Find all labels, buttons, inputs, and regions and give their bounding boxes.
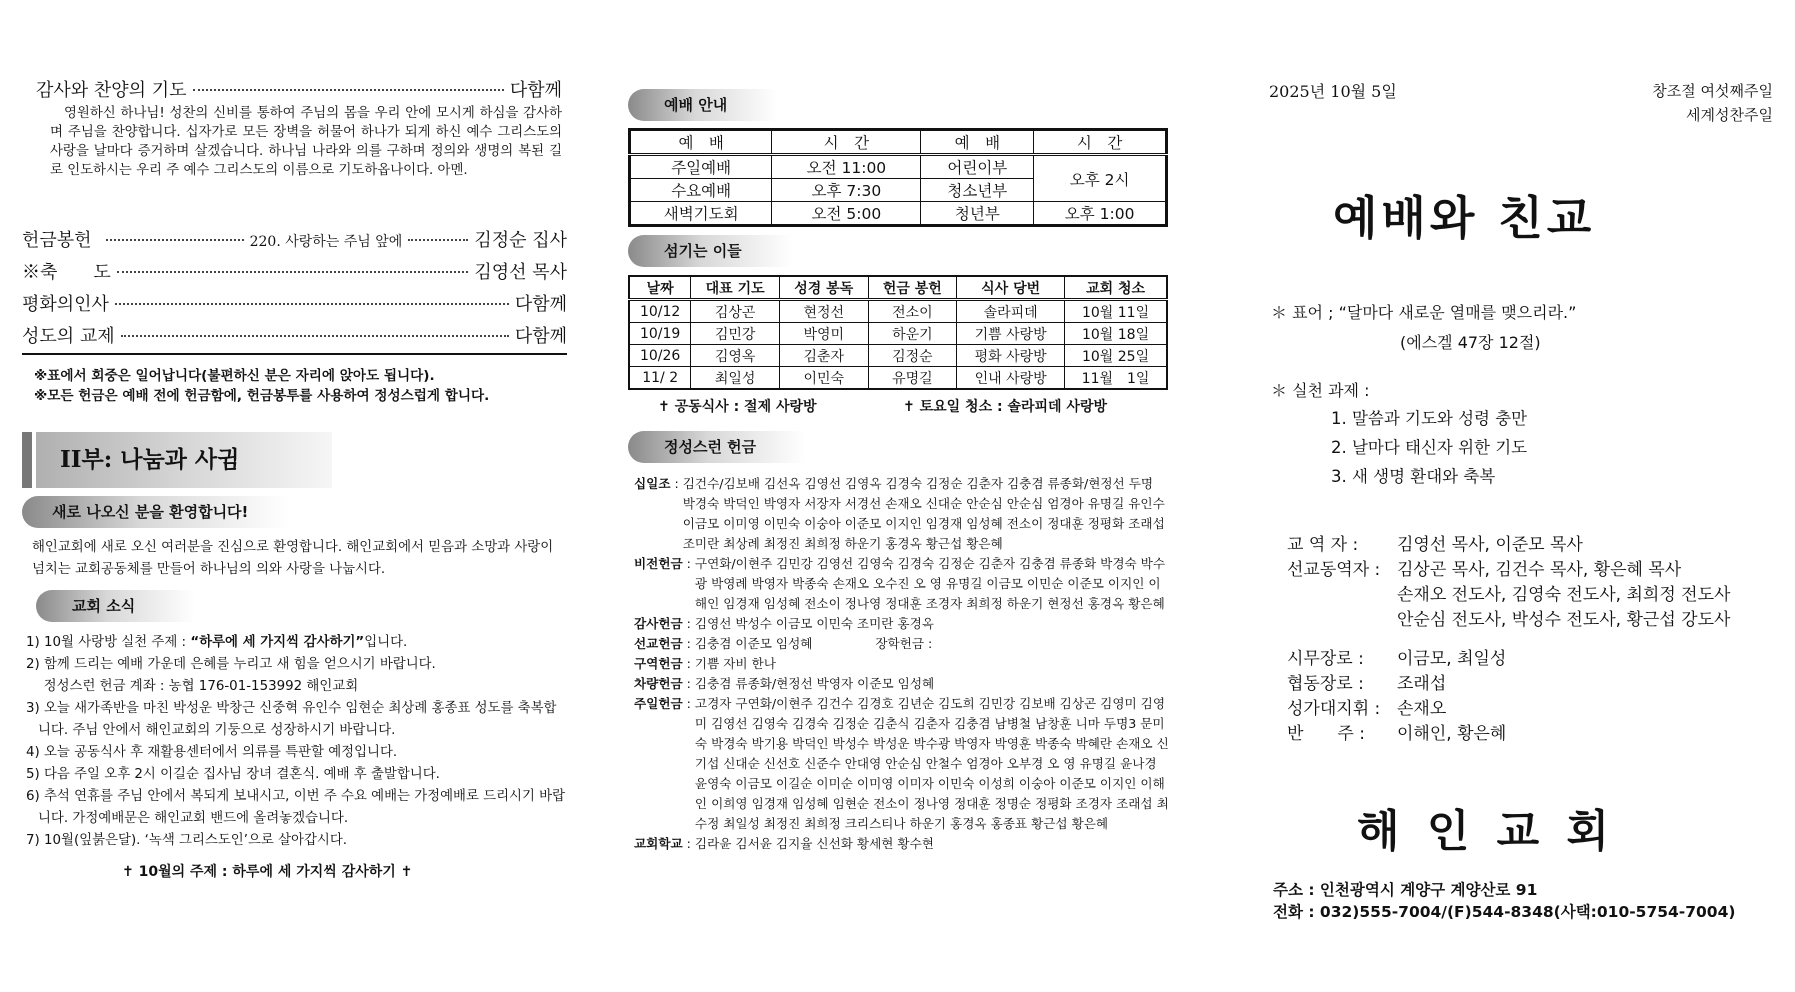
task-item: 2. 날마다 태신자 위한 기도 [1331,438,1528,457]
season [1652,79,1773,127]
servers-heading: 섬기는 이들 [628,235,792,267]
meal-note: ✝ 공동식사 : 절제 사랑방 [658,399,817,415]
offering-label: 십일조 [634,476,671,491]
news-heading: 교회 소식 [36,590,195,622]
offering-item: 감사헌금 : 김영선 박성수 이금모 이민숙 조미란 홍경옥 [634,614,1169,634]
prayer-heading [36,76,562,102]
elder-row: 성가대지휘 : 손재오 [1287,699,1447,719]
servers-header-row: 날짜 대표 기도 성경 봉독 헌금 봉헌 식사 당번 교회 청소 [629,276,1167,300]
worship-header-row: 예 배 시 간 예 배 시 간 [630,130,1167,155]
order-label: ※축 도 [22,262,111,283]
offering-item: 교회학교 : 김라윤 김서윤 김지율 신선화 황세현 황수현 [634,834,1169,854]
part2-banner [22,432,332,488]
servers-row: 10/26 김영옥 김춘자 김정순 평화 사랑방 10월 25일 [629,345,1167,367]
offering-item: 구역헌금 : 기쁨 자비 한나 [634,654,1169,674]
order-item [22,290,567,322]
notes [34,366,489,406]
offering-label: 구역헌금 [634,656,683,671]
elder-row: 협동장로 : 조래섭 [1287,674,1447,694]
news-item: 2) 함께 드리는 예배 가운데 은혜를 누리고 새 힘을 얻으시기 바랍니다. [26,657,436,672]
task-item: 1. 말씀과 기도와 성령 충만 [1331,409,1528,428]
news-item: 1) 10월 사랑방 실천 주제 : “하루에 세 가지씩 감사하기”입니다. [26,635,408,650]
news-item: 7) 10월(잎붉은달). ‘녹색 그리스도인’으로 살아갑시다. [26,833,348,848]
tasks-label: ＊ 실천 과제 : [1271,381,1370,400]
welcome-heading: 새로 나오신 분을 환영합니다! [22,496,288,528]
order-leader: 다함께 [514,326,567,347]
offering-label: 교회학교 [634,836,683,851]
ministers [1287,533,1767,633]
motto [1271,300,1576,323]
offering-names: 고경자 구연화/이현주 김건수 김경호 김년순 김도희 김민강 김보배 김상곤 김영미 김영미 김영선 김영숙 김경숙 김정순 김춘식 김춘자 김충겸 남병철 남창훈 니마 두명3 문미숙 박경숙 박기용 박덕인 박성수 박성운 박수광 박영자 박영훈 박종숙 박혜란 손재오 신기섭 신대순 신선호 신준수 안대영 안순심 안철수 엄경아 오부경 오 영 유명길 윤나경 윤영숙 이금모 이길순 이미순 이미영 이미자 이민숙 이성희 이숭아 이준모 이지인 이해인 이희영 임경재 임성혜 임현순 전소이 정나영 정대훈 정명순 정평화 조경자 조래섭 최수정 최일성 최정진 최희정 크리스티나 하운기 홍경옥 홍종표 황근섭 황은혜 [694,696,1169,831]
news-item: 정성스런 헌금 계좌 : 농협 176-01-153992 해인교회 [26,679,359,694]
offering-names: 김충겸 이준모 임성혜 장학헌금 : [694,636,933,651]
motto-text: “달마다 새로운 열매를 맺으리라.” [1338,303,1577,322]
elders [1287,647,1767,747]
servers-row: 10/19 김민강 박영미 하운기 기쁨 사랑방 10월 18일 [629,323,1167,345]
servers-row: 10/12 김상곤 현정선 전소이 솔라피데 10월 11일 [629,300,1167,323]
tasks-list [1331,404,1527,491]
worship-heading: 예배 안내 [628,89,777,121]
note-offering: ※모든 헌금은 예배 전에 헌금함에, 헌금봉투를 사용하여 정성스럽게 합니다. [34,388,490,404]
divider [22,353,567,355]
task-item: 3. 새 생명 환대와 축복 [1331,467,1496,486]
order-item [22,258,567,290]
offering-names: 김건수/김보배 김선옥 김영선 김영옥 김경숙 김정순 김춘자 김충겸 류종화/현정선 두명 박경숙 박덕인 박영자 서장자 서경선 손재오 신대순 안순심 안순심 엄경아 유명길 유인수 이금모 이미영 이민숙 이숭아 이준모 이지인 임경재 임성혜 전소이 정대훈 정평화 조래섭 조미란 최상례 최정진 최희정 하운기 홍경옥 황근섭 황은혜 [682,476,1165,551]
motto-label: ＊ 표어 ; [1271,303,1334,322]
phone: 전화 : 032)555-7004/(F)544-8348(사택:010-5754-7004) [1273,903,1736,921]
offering-item: 비전헌금 : 구연화/이현주 김민강 김영선 김영숙 김경숙 김정순 김춘자 김충겸 류종화 박경숙 박수광 박영례 박영자 박종숙 손재오 오수진 오 영 유명길 이금모 이민순 이준모 이지인 이해인 임경재 임성혜 전소이 정나영 정대훈 조경자 최희정 하운기 현정선 홍경옥 황은혜 [634,554,1169,614]
offering-names: 구연화/이현주 김민강 김영선 김영숙 김경숙 김정순 김춘자 김충겸 류종화 박경숙 박수광 박영례 박영자 박종숙 손재오 오수진 오 영 유명길 이금모 이민순 이준모 이지인 이해인 임경재 임성혜 전소이 정나영 정대훈 조경자 최희정 하운기 현정선 홍경옥 황은혜 [694,556,1165,611]
worship-row: 주일예배 오전 11:00 어린이부 오후 2시 [630,155,1167,179]
offering-list [634,474,1169,854]
offering-label: 선교헌금 [634,636,683,651]
offering-item: 차량헌금 : 김충겸 류종화/현정선 박영자 이준모 임성혜 [634,674,1169,694]
clean-note: ✝ 토요일 청소 : 솔라피데 사랑방 [903,399,1107,415]
servers-table [628,275,1168,390]
offering-names: 김영선 박성수 이금모 이민숙 조미란 홍경옥 [694,616,934,631]
church-name: 해 인 교 회 [1357,806,1615,857]
order-leader: 다함께 [514,294,567,315]
elder-row: 시무장로 : 이금모, 최일성 [1287,649,1507,669]
offering-names: 김라윤 김서윤 김지율 신선화 황세현 황수현 [694,836,934,851]
monthly-theme: ✝ 10월의 주제 : 하루에 세 가지씩 감사하기 ✝ [122,864,413,880]
minister-row: 안순심 전도사, 박성수 전도사, 황근섭 강도사 [1397,610,1731,630]
worship-row: 수요예배 오후 7:30 청소년부 [630,179,1167,202]
prayer-by: 다함께 [509,80,562,101]
motto-ref: (에스겔 47장 12절) [1400,333,1541,352]
offering-label: 차량헌금 [634,676,683,691]
order-label: 헌금봉헌 [22,230,92,251]
offering-label: 비전헌금 [634,556,683,571]
offering-item: 십일조 : 김건수/김보배 김선옥 김영선 김영옥 김경숙 김정순 김춘자 김충겸 류종화/현정선 두명 박경숙 박덕인 박영자 서장자 서경선 손재오 신대순 안순심 안순심 엄경아 유명길 유인수 이금모 이미영 이민숙 이숭아 이준모 이지인 임경재 임성혜 전소이 정대훈 정평화 조래섭 조미란 최상례 최정진 최희정 하운기 홍경옥 황근섭 황은혜 [634,474,1169,554]
offering-label: 감사헌금 [634,616,683,631]
order-label: 평화의인사 [22,294,109,315]
order-leader: 김영선 목사 [474,262,567,283]
news-list [26,632,566,852]
minister-row: 교 역 자 : 김영선 목사, 이준모 목사 [1287,535,1583,555]
minister-row: 선교동역자 : 김상곤 목사, 김건수 목사, 황은혜 목사 [1287,560,1682,580]
offering-heading: 정성스런 헌금 [628,431,806,463]
offering-names: 기쁨 자비 한나 [694,656,776,671]
note-standing: ※표에서 회중은 일어납니다(불편하신 분은 자리에 앉아도 됩니다). [34,368,435,384]
main-title: 예배와 친교 [1333,191,1596,245]
season-name: 창조절 여섯째주일 [1652,82,1773,100]
offering-names: 김충겸 류종화/현정선 박영자 이준모 임성혜 [694,676,935,691]
season-name-2: 세계성찬주일 [1686,106,1773,124]
servers-row: 11/ 2 최일성 이민숙 유명길 인내 사랑방 11월 1일 [629,367,1167,390]
minister-row: 손재오 전도사, 김영숙 전도사, 최희정 전도사 [1397,585,1731,605]
order-label: 성도의 교제 [22,326,115,347]
offering-label: 주일헌금 [634,696,683,711]
offering-item: 선교헌금 : 김충겸 이준모 임성혜 장학헌금 : [634,634,1169,654]
welcome-text: 해인교회에 새로 오신 여러분을 진심으로 환영합니다. 해인교회에서 믿음과 소망과 사랑이 넘치는 교회공동체를 만들어 하나님의 의와 사랑을 나눕시다. [32,540,554,577]
order-item [22,226,567,258]
bulletin-date: 2025년 10월 5일 [1269,82,1397,101]
contact [1273,879,1735,923]
worship-row: 새벽기도회 오전 5:00 청년부 오후 1:00 [630,202,1167,226]
news-item: 5) 다음 주일 오후 2시 이길순 집사님 장녀 결혼식. 예배 후 출발합니다. [26,767,440,782]
prayer-text: 영원하신 하나님! 성찬의 신비를 통하여 주님의 몸을 우리 안에 모시게 하심을 감사하며 주님을 찬양합니다. 십자가로 모든 장벽을 허물어 하나가 되게 하신 예수 그리스도의 사랑을 날마다 증거하며 살겠습니다. 하나님 나라와 의를 구하며 정의와 생명의 복된 길로 인도하시는 우리 주 예수 그리스도의 이름으로 기도하옵나이다. 아멘. [50,106,562,178]
worship-table [628,128,1168,227]
service-order [22,226,567,354]
order-item [22,322,567,354]
news-item: 3) 오늘 새가족반을 마친 박성운 박창근 신중혁 유인수 임현순 최상례 홍종표 성도를 축복합니다. 주님 안에서 해인교회의 기둥으로 성장하시기 바랍니다. [26,701,557,738]
part2-title: II부: 나눔과 사귐 [36,432,332,488]
elder-row: 반 주 : 이해인, 황은혜 [1287,724,1507,744]
order-hymn: 220. 사랑하는 주님 앞에 [249,234,403,250]
news-item: 6) 추석 연휴를 주님 안에서 복되게 보내시고, 이번 주 수요 예배는 가정예배로 드리시기 바랍니다. 가정예배문은 해인교회 밴드에 올려놓겠습니다. [26,789,566,826]
order-leader: 김정순 집사 [474,230,567,251]
news-item: 4) 오늘 공동식사 후 재활용센터에서 의류를 특판할 예정입니다. [26,745,398,760]
prayer-title: 감사와 찬양의 기도 [36,80,187,101]
offering-item: 주일헌금 : 고경자 구연화/이현주 김건수 김경호 김년순 김도희 김민강 김보배 김상곤 김영미 김영미 김영선 김영숙 김경숙 김정순 김춘식 김춘자 김충겸 남병철 남창훈 니마 두명3 문미숙 박경숙 박기용 박덕인 박성수 박성운 박수광 박영자 박영훈 박종숙 박혜란 손재오 신기섭 신대순 신선호 신준수 안대영 안순심 안철수 엄경아 오부경 오 영 유명길 윤나경 윤영숙 이금모 이길순 이미순 이미영 이미자 이민숙 이성희 이숭아 이준모 이지인 이해인 이희영 임경재 임성혜 임현순 전소이 정나영 정대훈 정명순 정평화 조경자 조래섭 최수정 최일성 최정진 최희정 크리스티나 하운기 홍경옥 홍종표 황근섭 황은혜 [634,694,1169,834]
address: 주소 : 인천광역시 계양구 계양산로 91 [1273,881,1538,899]
